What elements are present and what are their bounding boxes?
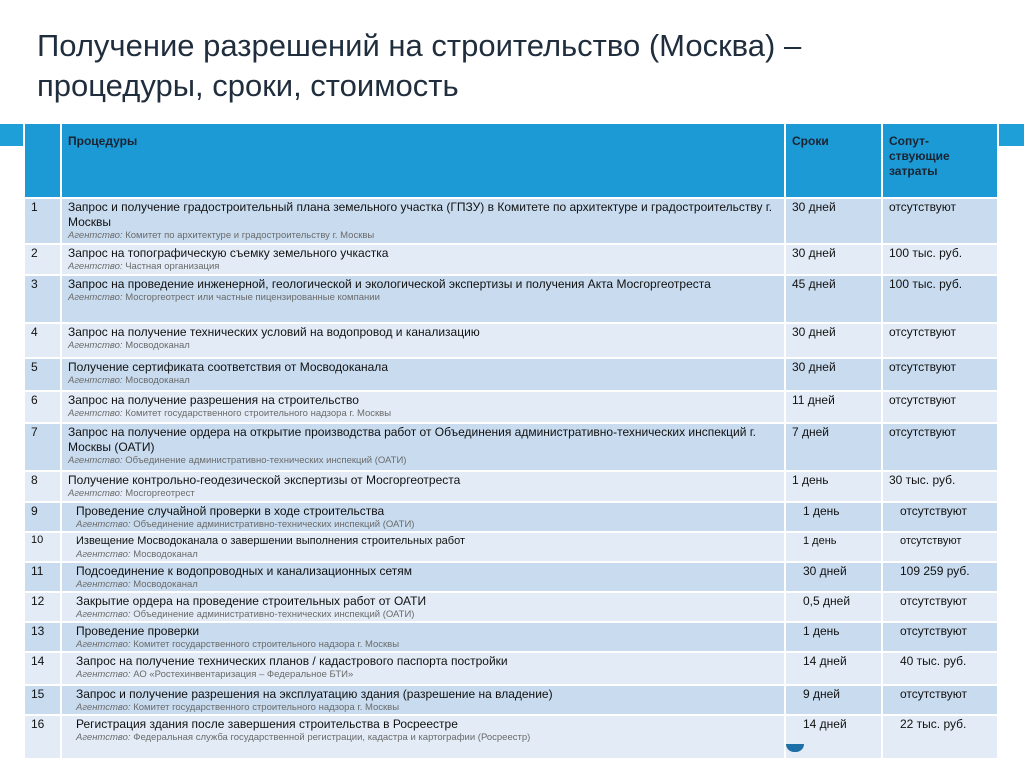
procedure-title: Проведение проверки bbox=[76, 624, 200, 638]
row-number: 12 bbox=[24, 592, 61, 622]
agency-name: Комитет по архитектуре и градостроительству г. Москвы bbox=[125, 230, 375, 241]
procedure-agency bbox=[76, 639, 780, 651]
table-row bbox=[24, 275, 998, 323]
procedure-cell bbox=[61, 244, 785, 275]
agency-name: Комитет государственного строительного надзора г. Москвы bbox=[133, 702, 400, 713]
cost-cell: отсутствуют bbox=[882, 358, 998, 391]
agency-label: Агентство: bbox=[68, 292, 123, 303]
procedure-cell bbox=[61, 685, 785, 715]
duration-cell: 1 день bbox=[785, 471, 882, 502]
procedure-cell bbox=[61, 323, 785, 358]
cost-cell: 22 тыс. руб. bbox=[882, 715, 998, 759]
duration-cell: 1 день bbox=[785, 532, 882, 562]
cost-cell: отсутствуют bbox=[882, 423, 998, 471]
agency-name: Мосводоканал bbox=[133, 579, 198, 590]
cost-cell: отсутствуют bbox=[882, 532, 998, 562]
duration-cell: 45 дней bbox=[785, 275, 882, 323]
duration-cell: 0,5 дней bbox=[785, 592, 882, 622]
table-row bbox=[24, 358, 998, 391]
row-number: 4 bbox=[24, 323, 61, 358]
agency-label: Агентство: bbox=[68, 488, 123, 499]
cost-cell: отсутствуют bbox=[882, 685, 998, 715]
agency-label: Агентство: bbox=[76, 549, 131, 560]
procedure-cell bbox=[61, 562, 785, 592]
agency-label: Агентство: bbox=[76, 519, 131, 530]
duration-cell: 1 день bbox=[785, 502, 882, 532]
agency-name: Комитет государственного строительного надзора г. Москвы bbox=[125, 408, 392, 419]
cost-cell: 109 259 руб. bbox=[882, 562, 998, 592]
procedure-cell bbox=[61, 391, 785, 423]
procedure-cell bbox=[61, 715, 785, 759]
procedure-title: Запрос и получение разрешения на эксплуатацию здания (разрешение на владение) bbox=[76, 687, 553, 701]
table-row bbox=[24, 391, 998, 423]
table-header-row bbox=[24, 123, 998, 198]
procedures-table bbox=[23, 122, 999, 760]
agency-name: Объединение административно-технических инспекций (ОАТИ) bbox=[125, 455, 407, 466]
procedure-agency bbox=[68, 488, 780, 500]
procedure-cell bbox=[61, 622, 785, 652]
row-number: 6 bbox=[24, 391, 61, 423]
table-row bbox=[24, 622, 998, 652]
duration-cell: 1 день bbox=[785, 622, 882, 652]
cost-cell: отсутствуют bbox=[882, 323, 998, 358]
agency-name: Частная организация bbox=[125, 261, 220, 272]
procedure-cell bbox=[61, 532, 785, 562]
duration-cell: 14 дней bbox=[785, 715, 882, 759]
duration-cell: 30 дней bbox=[785, 323, 882, 358]
duration-cell: 9 дней bbox=[785, 685, 882, 715]
procedure-agency bbox=[68, 455, 780, 467]
procedure-agency bbox=[76, 669, 780, 681]
procedure-agency bbox=[76, 579, 780, 591]
procedure-agency bbox=[76, 732, 780, 744]
procedure-title: Запрос и получение градостроительный плана земельного участка (ГПЗУ) в Комитете по архитектуре и градостроительству г. Москвы bbox=[68, 200, 773, 229]
agency-name: Комитет государственного строительного надзора г. Москвы bbox=[133, 639, 400, 650]
table-row bbox=[24, 685, 998, 715]
agency-name: Объединение административно-технических инспекций (ОАТИ) bbox=[133, 609, 415, 620]
procedure-title: Запрос на получение технических условий на водопровод и канализацию bbox=[68, 325, 480, 339]
agency-label: Агентство: bbox=[68, 261, 123, 272]
agency-label: Агентство: bbox=[68, 375, 123, 386]
agency-name: Мосгоргеотрест или частные пицензированные компании bbox=[125, 292, 380, 303]
procedure-agency bbox=[68, 261, 780, 273]
cost-cell: 100 тыс. руб. bbox=[882, 275, 998, 323]
cost-cell: отсутствуют bbox=[882, 198, 998, 244]
agency-label: Агентство: bbox=[76, 732, 131, 743]
procedure-title: Запрос на получение разрешения на строительство bbox=[68, 393, 359, 407]
agency-label: Агентство: bbox=[76, 579, 131, 590]
table-row bbox=[24, 592, 998, 622]
procedure-agency bbox=[68, 230, 780, 242]
table-row bbox=[24, 198, 998, 244]
cost-cell: отсутствуют bbox=[882, 592, 998, 622]
duration-cell: 30 дней bbox=[785, 198, 882, 244]
procedure-agency bbox=[76, 609, 780, 621]
procedure-title: Извещение Мосводоканала о завершении выполнения строительных работ bbox=[76, 535, 466, 547]
procedure-cell bbox=[61, 471, 785, 502]
table-row bbox=[24, 715, 998, 759]
procedure-cell bbox=[61, 592, 785, 622]
table-row bbox=[24, 502, 998, 532]
agency-name: Мосводоканал bbox=[125, 375, 190, 386]
procedure-cell bbox=[61, 275, 785, 323]
duration-cell: 14 дней bbox=[785, 652, 882, 685]
table-row bbox=[24, 323, 998, 358]
agency-label: Агентство: bbox=[76, 669, 131, 680]
row-number: 3 bbox=[24, 275, 61, 323]
table-row bbox=[24, 244, 998, 275]
agency-name: Мосводоканал bbox=[125, 340, 190, 351]
row-number: 8 bbox=[24, 471, 61, 502]
row-number: 13 bbox=[24, 622, 61, 652]
procedure-title: Подсоединение к водопроводных и канализационных сетям bbox=[76, 564, 412, 578]
cost-cell: отсутствуют bbox=[882, 502, 998, 532]
procedure-cell bbox=[61, 358, 785, 391]
cost-cell: 30 тыс. руб. bbox=[882, 471, 998, 502]
agency-name: Мосгоргеотрест bbox=[125, 488, 195, 499]
procedure-agency bbox=[76, 549, 780, 561]
table-row bbox=[24, 423, 998, 471]
table-row bbox=[24, 532, 998, 562]
procedure-title: Запрос на проведение инженерной, геологической и экологической экспертизы и получения Акта Мосгоргеотреста bbox=[68, 277, 711, 291]
cost-cell: отсутствуют bbox=[882, 391, 998, 423]
agency-label: Агентство: bbox=[68, 230, 123, 241]
header-duration: Сроки bbox=[785, 123, 882, 198]
row-number: 10 bbox=[24, 532, 61, 562]
procedure-cell bbox=[61, 423, 785, 471]
duration-cell: 11 дней bbox=[785, 391, 882, 423]
procedure-cell bbox=[61, 502, 785, 532]
agency-name: АО «Ростехинвентаризация – Федеральное БТИ» bbox=[133, 669, 354, 680]
duration-cell: 30 дней bbox=[785, 358, 882, 391]
table-row bbox=[24, 562, 998, 592]
procedure-title: Закрытие ордера на проведение строительных работ от ОАТИ bbox=[76, 594, 427, 608]
agency-label: Агентство: bbox=[76, 609, 131, 620]
row-number: 15 bbox=[24, 685, 61, 715]
duration-cell: 7 дней bbox=[785, 423, 882, 471]
procedure-cell bbox=[61, 198, 785, 244]
page-title bbox=[37, 26, 937, 106]
duration-cell: 30 дней bbox=[785, 244, 882, 275]
cost-cell: отсутствуют bbox=[882, 622, 998, 652]
cost-cell: 100 тыс. руб. bbox=[882, 244, 998, 275]
procedure-title: Запрос на топографическую съемку земельного учкастка bbox=[68, 246, 389, 260]
header-cost: Сопут- ствующие затраты bbox=[882, 123, 998, 198]
table-row bbox=[24, 652, 998, 685]
row-number: 5 bbox=[24, 358, 61, 391]
title-line-2: процедуры, сроки, стоимость bbox=[37, 68, 459, 103]
agency-label: Агентство: bbox=[68, 340, 123, 351]
agency-name: Объединение административно-технических инспекций (ОАТИ) bbox=[133, 519, 415, 530]
procedure-agency bbox=[68, 340, 780, 352]
row-number: 11 bbox=[24, 562, 61, 592]
header-procedure: Процедуры bbox=[61, 123, 785, 198]
procedure-title: Регистрация здания после завершения строительства в Росреестре bbox=[76, 717, 458, 731]
agency-name: Мосводоканал bbox=[133, 549, 198, 560]
duration-cell: 30 дней bbox=[785, 562, 882, 592]
procedure-title: Проведение случайной проверки в ходе строительства bbox=[76, 504, 385, 518]
procedure-title: Запрос на получение ордера на открытие производства работ от Объединения административно-технических инспекций г. Москвы (ОАТИ) bbox=[68, 425, 757, 454]
procedure-title: Получение сертификата соответствия от Мосводоканала bbox=[68, 360, 388, 374]
table-row bbox=[24, 471, 998, 502]
row-number: 9 bbox=[24, 502, 61, 532]
row-number: 7 bbox=[24, 423, 61, 471]
procedure-title: Получение контрольно-геодезической экспертизы от Мосгоргеотреста bbox=[68, 473, 461, 487]
agency-label: Агентство: bbox=[68, 455, 123, 466]
procedure-agency bbox=[76, 519, 780, 531]
cost-cell: 40 тыс. руб. bbox=[882, 652, 998, 685]
row-number: 1 bbox=[24, 198, 61, 244]
procedure-agency bbox=[76, 702, 780, 714]
row-number: 14 bbox=[24, 652, 61, 685]
agency-label: Агентство: bbox=[68, 408, 123, 419]
procedure-agency bbox=[68, 375, 780, 387]
procedure-agency bbox=[68, 408, 780, 420]
agency-name: Федеральная служба государственной регистрации, кадастра и картографии (Росреестр) bbox=[133, 732, 531, 743]
agency-label: Агентство: bbox=[76, 702, 131, 713]
header-num bbox=[24, 123, 61, 198]
procedure-agency bbox=[68, 292, 780, 304]
procedure-title: Запрос на получение технических планов / кадастрового паспорта постройки bbox=[76, 654, 508, 668]
row-number: 16 bbox=[24, 715, 61, 759]
row-number: 2 bbox=[24, 244, 61, 275]
procedure-cell bbox=[61, 652, 785, 685]
agency-label: Агентство: bbox=[76, 639, 131, 650]
title-line-1: Получение разрешений на строительство (Москва) – bbox=[37, 28, 802, 63]
